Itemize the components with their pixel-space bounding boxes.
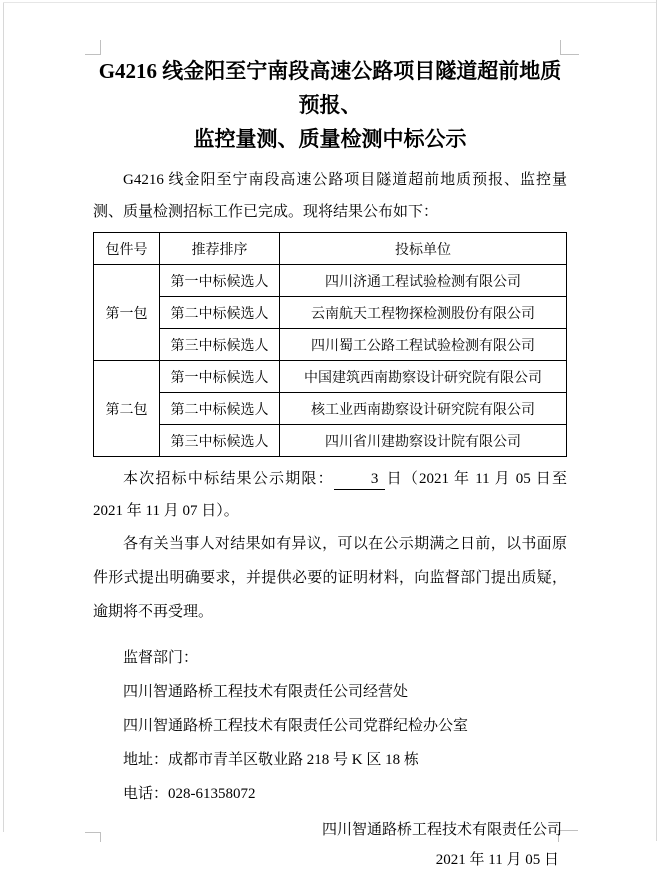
supervision-heading: 监督部门：: [123, 650, 199, 666]
bidder-cell: 四川省川建勘察设计院有限公司: [280, 425, 567, 457]
page-edge-left: [3, 2, 4, 832]
table-row: [94, 265, 567, 297]
signoff-block: [93, 815, 567, 875]
bidder-cell: 云南航天工程物探检测股份有限公司: [280, 297, 567, 329]
page-edge-top: [3, 2, 656, 3]
rank-cell: 第二中标候选人: [160, 393, 280, 425]
page-edge-right: [656, 0, 657, 841]
table-row: [94, 361, 567, 393]
bidder-cell: 中国建筑西南勘察设计研究院有限公司: [280, 361, 567, 393]
document-title-line1: G4216 线金阳至宁南段高速公路项目隧道超前地质预报、: [98, 59, 562, 117]
bid-results-table: [93, 232, 567, 457]
table-header-package: 包件号: [94, 233, 160, 265]
objection-paragraph: 各有关当事人对结果如有异议，可以在公示期满之日前，以书面原件形式提出明确要求，并提供必要的证明材料，向监督部门提出质疑，逾期将不再受理。: [93, 536, 567, 620]
rank-cell: 第一中标候选人: [160, 361, 280, 393]
period-days-underlined: 3: [334, 469, 386, 490]
intro-paragraph: G4216 线金阳至宁南段高速公路项目隧道超前地质预报、监控量测、质量检测招标工作已完成。现将结果公布如下：: [93, 172, 567, 220]
table-row: [94, 393, 567, 425]
rank-cell: 第三中标候选人: [160, 425, 280, 457]
table-header-bidder: 投标单位: [280, 233, 567, 265]
rank-cell: 第二中标候选人: [160, 297, 280, 329]
document-title: [93, 54, 567, 156]
rank-cell: 第三中标候选人: [160, 329, 280, 361]
table-header-rank: 推荐排序: [160, 233, 280, 265]
table-row: [94, 297, 567, 329]
package-cell: 第二包: [94, 361, 160, 457]
publicity-period-paragraph: [93, 463, 567, 527]
package-cell: 第一包: [94, 265, 160, 361]
table-header-row: [94, 233, 567, 265]
supervision-line-discipline: 四川智通路桥工程技术有限责任公司党群纪检办公室: [123, 718, 469, 734]
signoff-date: 2021 年 11 月 05 日: [435, 852, 559, 868]
document-title-line2: 监控量测、质量检测中标公示: [193, 127, 467, 151]
bidder-cell: 四川济通工程试验检测有限公司: [280, 265, 567, 297]
document-content: [93, 50, 567, 875]
signoff-company: 四川智通路桥工程技术有限责任公司: [321, 822, 562, 838]
supervision-line-office: 四川智通路桥工程技术有限责任公司经营处: [123, 684, 409, 700]
rank-cell: 第一中标候选人: [160, 265, 280, 297]
supervision-block: [93, 641, 567, 811]
table-row: [94, 425, 567, 457]
supervision-line-phone: 电话：028-61358072: [123, 786, 256, 802]
supervision-line-address: 地址：成都市青羊区敬业路 218 号 K 区 18 栋: [123, 752, 419, 768]
bidder-cell: 四川蜀工公路工程试验检测有限公司: [280, 329, 567, 361]
period-prefix: 本次招标中标结果公示期限：: [123, 471, 334, 487]
period-suffix: 日（2021 年 11 月 05 日至 2021 年 11 月 07 日）。: [93, 471, 567, 519]
table-row: [94, 329, 567, 361]
bidder-cell: 核工业西南勘察设计研究院有限公司: [280, 393, 567, 425]
